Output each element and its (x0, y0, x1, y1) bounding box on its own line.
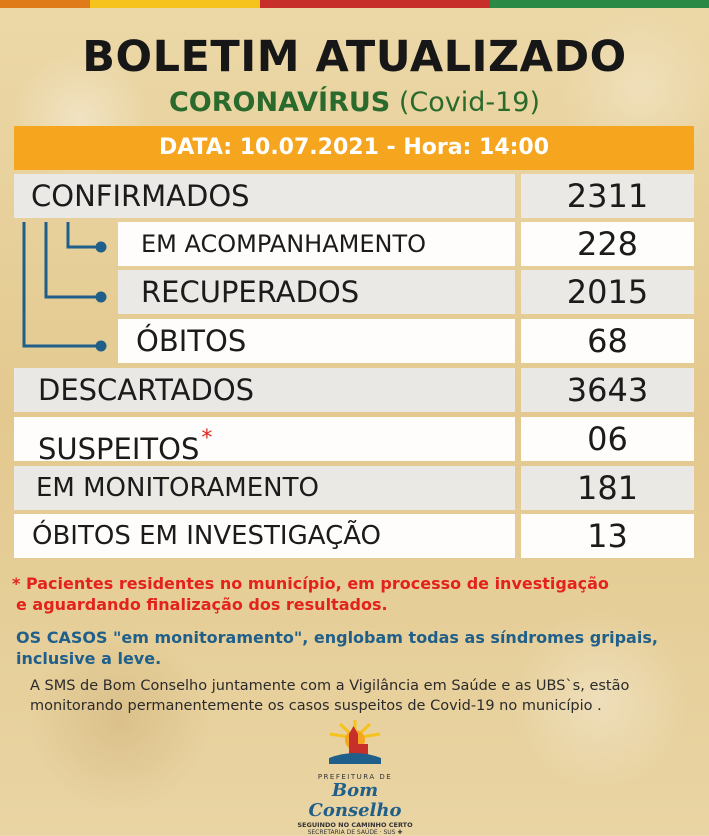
asterisk-marker: * (201, 426, 213, 451)
note-red-line2: e aguardando finalização dos resultados. (16, 595, 388, 614)
row-label: EM MONITORAMENTO (14, 466, 515, 510)
connector-dot-icon (96, 292, 107, 303)
logo-slogan: SEGUINDO NO CAMINHO CERTO (297, 821, 413, 829)
logo-name: Bom Conselho (308, 780, 402, 821)
row-obitos-em-investigacao (0, 514, 709, 558)
row-em-monitoramento (0, 466, 709, 510)
note-blue-line1: OS CASOS "em monitoramento", englobam todas as síndromes gripais, (16, 628, 658, 647)
connector-recuperados (46, 222, 98, 297)
connector-dot-icon (96, 341, 107, 352)
connector-dot-icon (96, 242, 107, 253)
row-value: 06 (521, 417, 694, 461)
row-label-container (14, 417, 515, 466)
note-red-line1: * Pacientes residentes no município, em processo de investigação (12, 574, 609, 593)
row-value: 228 (521, 222, 694, 266)
row-label: SUSPEITOS (38, 432, 200, 466)
note-sms (30, 676, 705, 716)
page-title: BOLETIM ATUALIZADO (82, 32, 627, 82)
prefeitura-logo (290, 718, 420, 836)
note-blue-line2: inclusive a leve. (16, 649, 162, 668)
row-value: 68 (521, 319, 694, 363)
row-value: 2311 (521, 174, 694, 218)
row-label: EM ACOMPANHAMENTO (118, 222, 515, 266)
logo-secretaria: SECRETARIA DE SAÚDE · SUS ✚ (307, 829, 403, 836)
logo-prefeitura-text: PREFEITURA DE (317, 773, 393, 781)
connector-em-acompanhamento (68, 222, 98, 247)
note-monitoramento (16, 627, 706, 669)
row-value: 13 (521, 514, 694, 558)
row-value: 2015 (521, 270, 694, 314)
row-label: ÓBITOS EM INVESTIGAÇÃO (14, 514, 515, 558)
subtitle-covid: (Covid-19) (398, 87, 541, 118)
row-value: 3643 (521, 368, 694, 412)
row-label: DESCARTADOS (14, 368, 515, 412)
note-gray-line1: A SMS de Bom Conselho juntamente com a Vigilância em Saúde e as UBS`s, estão (30, 678, 630, 694)
note-suspeitos (12, 573, 702, 615)
date-bar: DATA: 10.07.2021 - Hora: 14:00 (14, 126, 694, 170)
connector-obitos (24, 222, 98, 346)
row-label: ÓBITOS (118, 319, 515, 363)
church-sun-icon (325, 718, 385, 766)
row-label: RECUPERADOS (118, 270, 515, 314)
tree-connector-lines (0, 0, 709, 380)
row-value: 181 (521, 466, 694, 510)
row-suspeitos (0, 417, 709, 466)
row-label: CONFIRMADOS (14, 174, 515, 218)
subtitle-coronavirus: CORONAVÍRUS (168, 87, 391, 118)
note-gray-line2: monitorando permanentemente os casos suspeitos de Covid-19 no município . (30, 698, 602, 714)
